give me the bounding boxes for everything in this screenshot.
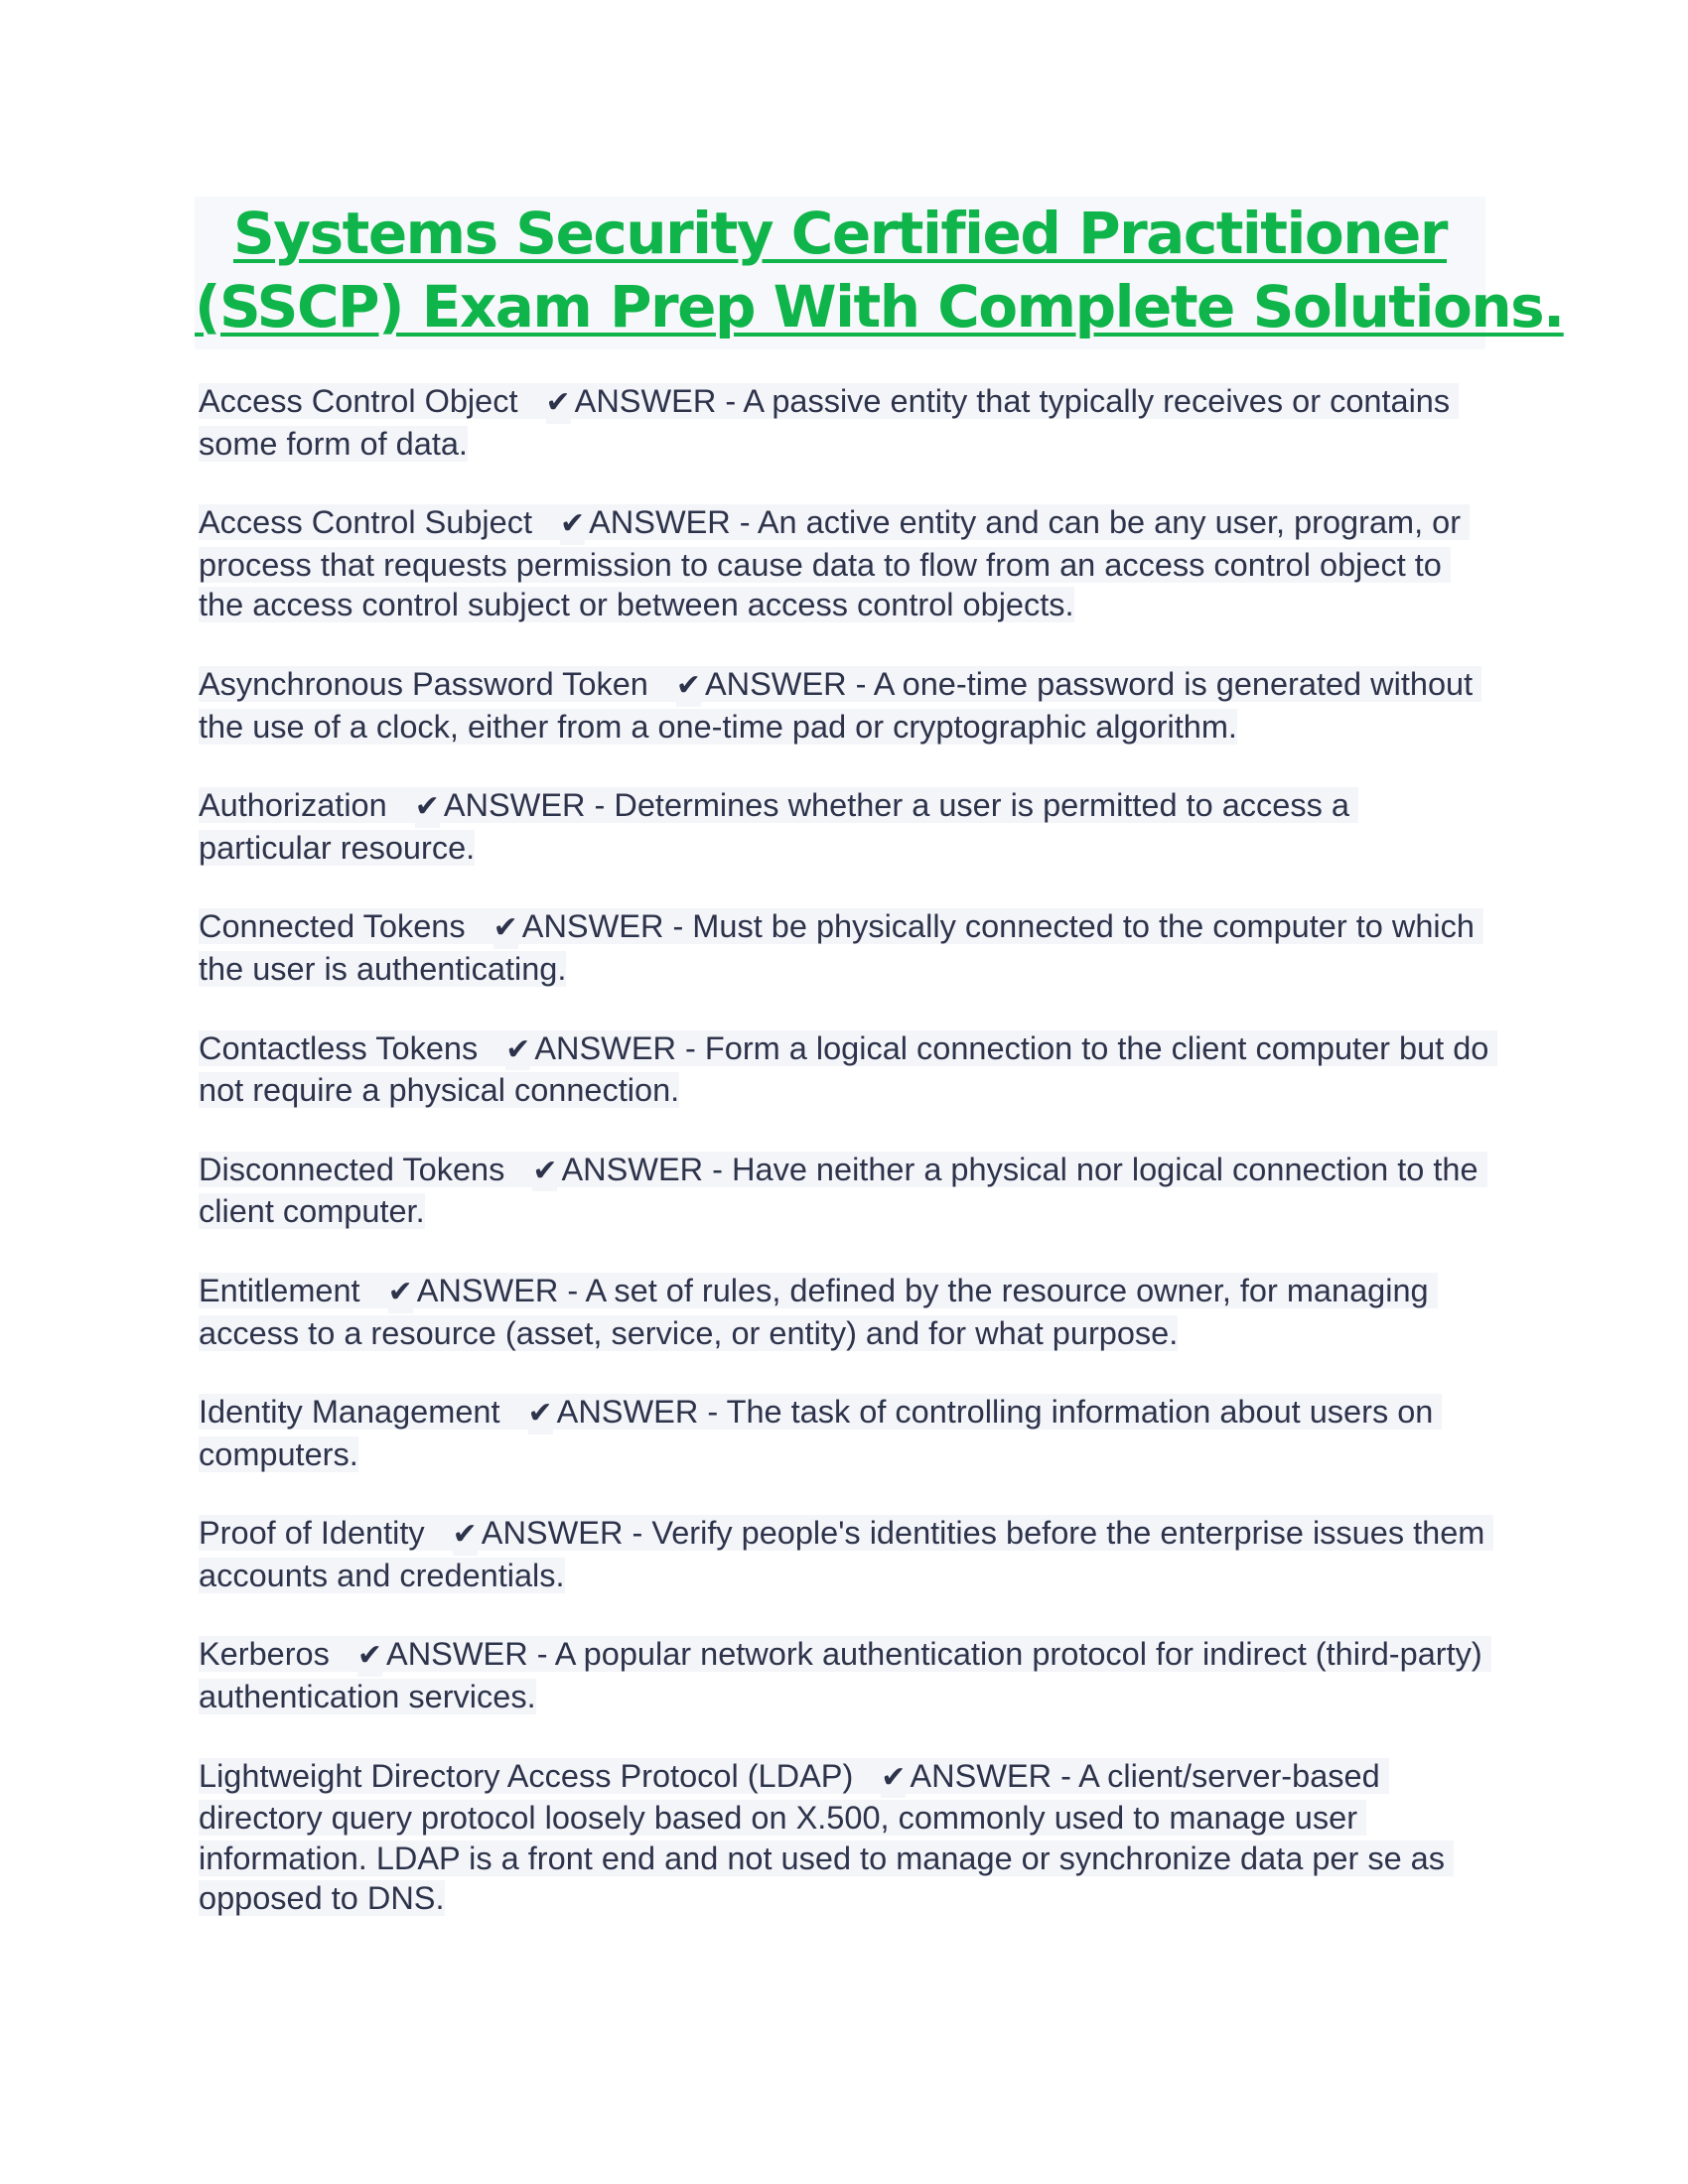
answer-text: - Have neither a physical nor logical connection to the client computer. (199, 1151, 1487, 1230)
answer-text: - A passive entity that typically receives or contains some form of data. (199, 383, 1460, 462)
answer-text: - A set of rules, defined by the resource owner, for managing access to a resource (asset, service, or entity) and for what purpose. (199, 1272, 1438, 1351)
answer-text: - A popular network authentication protocol for indirect (third-party) authentication services. (199, 1636, 1491, 1715)
qa-entry-text (199, 1758, 1454, 1917)
qa-entry-text (199, 1152, 1487, 1230)
answer-text: - A one-time password is generated without the use of a clock, either from a one-time pad or cryptographic algorithm. (199, 665, 1482, 745)
title-line-1: Systems Security Certified Practitioner (232, 200, 1447, 267)
qa-entry (199, 1392, 1489, 1474)
qa-entry-text (199, 1515, 1493, 1593)
qa-entry-text (199, 1273, 1438, 1351)
checkmark-icon: ✔ (493, 908, 518, 949)
qa-entry (199, 381, 1489, 464)
answer-marker: ANSWER (589, 504, 731, 541)
qa-entry (199, 1028, 1498, 1111)
answer-text: - An active entity and can be any user, program, or process that requests permission to cause data to flow from an access control object to the access control subject or between access control objects. (199, 504, 1471, 623)
term-label: Access Control Subject (199, 504, 532, 541)
qa-entry-text (199, 1636, 1491, 1714)
term-label: Entitlement (199, 1272, 360, 1308)
qa-entry-text (199, 504, 1470, 622)
qa-entry (199, 785, 1489, 868)
checkmark-icon: ✔ (676, 666, 701, 707)
term-label: Identity Management (199, 1394, 500, 1431)
answer-marker: ANSWER (386, 1636, 528, 1673)
answer-text: - Verify people's identities before the enterprise issues them accounts and credentials. (199, 1515, 1494, 1593)
checkmark-icon: ✔ (528, 1394, 553, 1434)
answer-text: - Determines whether a user is permitted to access a particular resource. (199, 787, 1359, 866)
answer-text: - A client/server-based directory query protocol loosely based on X.500, commonly used to manage user information. LDAP is a front end and not used to manage or synchronize data per se as opposed to DNS. (199, 1757, 1455, 1917)
answer-marker: ANSWER (704, 665, 847, 702)
qa-entry (199, 1513, 1494, 1595)
answer-marker: ANSWER (556, 1394, 699, 1431)
checkmark-icon: ✔ (560, 504, 585, 545)
term-label: Lightweight Directory Access Protocol (LDAP) (199, 1757, 854, 1794)
term-label: Kerberos (199, 1636, 330, 1673)
qa-entry (199, 1756, 1489, 1919)
checkmark-icon: ✔ (881, 1758, 906, 1799)
answer-marker: ANSWER (416, 1272, 559, 1308)
answer-marker: ANSWER (910, 1757, 1053, 1794)
answer-marker: ANSWER (574, 383, 717, 419)
term-label: Proof of Identity (199, 1515, 425, 1552)
answer-text: - The task of controlling information about users on computers. (199, 1394, 1443, 1472)
answer-marker: ANSWER (443, 787, 586, 824)
answer-text: - Form a logical connection to the client computer but do not require a physical connection. (199, 1029, 1498, 1109)
qa-entry-text (199, 1030, 1497, 1109)
qa-list (199, 381, 1498, 1958)
answer-marker: ANSWER (521, 908, 664, 945)
term-label: Asynchronous Password Token (199, 665, 648, 702)
checkmark-icon: ✔ (546, 383, 571, 424)
term-label: Disconnected Tokens (199, 1151, 505, 1187)
term-label: Access Control Object (199, 383, 518, 419)
answer-marker: ANSWER (561, 1151, 704, 1187)
qa-entry (199, 1271, 1489, 1353)
answer-text: - Must be physically connected to the computer to which the user is authenticating. (199, 908, 1483, 987)
term-label: Authorization (199, 787, 387, 824)
checkmark-icon: ✔ (505, 1030, 530, 1071)
answer-marker: ANSWER (481, 1515, 624, 1552)
qa-entry-text (199, 787, 1358, 866)
qa-entry (199, 1634, 1489, 1716)
qa-entry-text (199, 908, 1483, 987)
checkmark-icon: ✔ (388, 1273, 413, 1313)
document-title (195, 197, 1564, 349)
qa-entry-text (199, 1394, 1442, 1472)
qa-entry (199, 664, 1489, 747)
checkmark-icon: ✔ (357, 1636, 382, 1677)
qa-entry-text (199, 666, 1481, 745)
qa-entry (199, 502, 1489, 625)
checkmark-icon: ✔ (415, 787, 440, 828)
term-label: Contactless Tokens (199, 1029, 479, 1066)
title-line-2: (SSCP) Exam Prep With Complete Solutions. (195, 273, 1564, 341)
checkmark-icon: ✔ (532, 1152, 557, 1192)
term-label: Connected Tokens (199, 908, 466, 945)
checkmark-icon: ✔ (453, 1515, 478, 1556)
qa-entry-text (199, 383, 1459, 462)
qa-entry (199, 1150, 1489, 1232)
answer-marker: ANSWER (534, 1029, 677, 1066)
qa-entry (199, 906, 1489, 989)
